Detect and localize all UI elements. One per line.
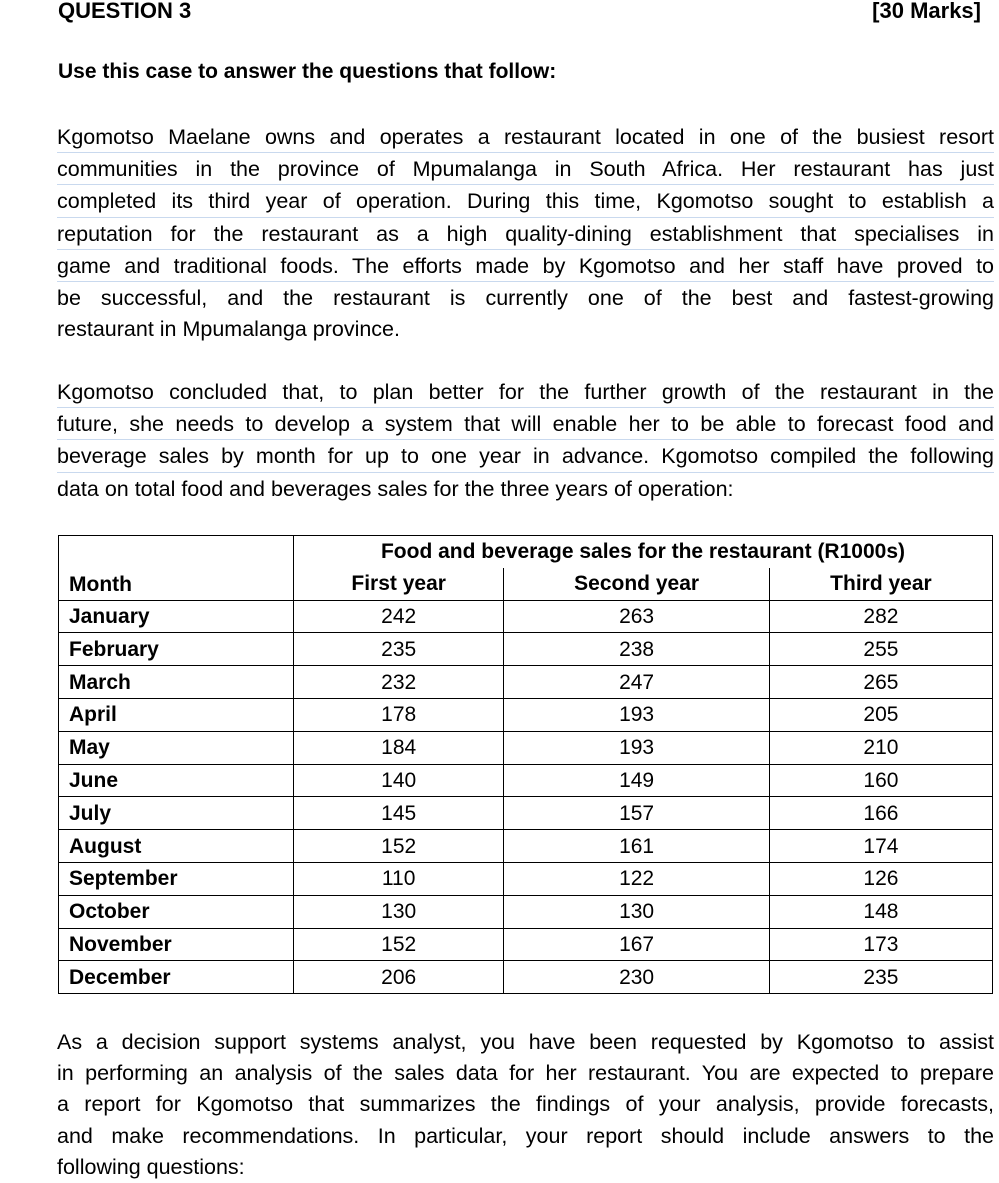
value-cell: 263 <box>504 600 770 633</box>
paragraph-line: data on total food and beverages sales for the three years of operation: <box>57 476 734 501</box>
paragraph-line: beverage sales by month for up to one year in advance. Kgomotso compiled the following <box>57 440 994 472</box>
value-cell: 242 <box>294 600 504 633</box>
group-header: Food and beverage sales for the restaurant (R1000s) <box>294 536 993 568</box>
value-cell: 206 <box>294 961 504 994</box>
paragraph-line: following questions: <box>57 1154 245 1179</box>
value-cell: 160 <box>769 764 992 797</box>
paragraph-line: game and traditional foods. The efforts made by Kgomotso and her staff have proved to <box>57 250 994 282</box>
table-row <box>59 895 993 928</box>
month-cell: February <box>59 633 294 666</box>
paragraph-line: be successful, and the restaurant is currently one of the best and fastest-growing <box>57 285 994 310</box>
paragraph-line: a report for Kgomotso that summarizes the findings of your analysis, provide forecasts, <box>57 1092 994 1117</box>
month-cell: January <box>59 600 294 633</box>
value-cell: 205 <box>769 698 992 731</box>
table-row <box>59 961 993 994</box>
paragraph-line: in performing an analysis of the sales data for her restaurant. You are expected to prepare <box>57 1061 994 1086</box>
case-heading: Use this case to answer the questions that follow: <box>58 60 557 83</box>
paragraph-line: communities in the province of Mpumalanga in South Africa. Her restaurant has just <box>57 153 994 185</box>
month-header-blank <box>59 536 294 568</box>
column-header-first-year: First year <box>294 568 504 600</box>
value-cell: 149 <box>504 764 770 797</box>
case-paragraph-1 <box>57 121 994 344</box>
value-cell: 193 <box>504 731 770 764</box>
month-header: Month <box>59 568 294 600</box>
value-cell: 235 <box>294 633 504 666</box>
value-cell: 238 <box>504 633 770 666</box>
value-cell: 167 <box>504 928 770 961</box>
value-cell: 174 <box>769 830 992 863</box>
table-row <box>59 764 993 797</box>
month-cell: October <box>59 895 294 928</box>
value-cell: 130 <box>294 895 504 928</box>
value-cell: 178 <box>294 698 504 731</box>
paragraph-line: restaurant in Mpumalanga province. <box>57 317 400 342</box>
value-cell: 140 <box>294 764 504 797</box>
month-cell: March <box>59 666 294 699</box>
month-cell: May <box>59 731 294 764</box>
paragraph-line: and make recommendations. In particular, your report should include answers to the <box>57 1123 994 1148</box>
value-cell: 148 <box>769 895 992 928</box>
value-cell: 130 <box>504 895 770 928</box>
value-cell: 230 <box>504 961 770 994</box>
paragraph-line: Kgomotso Maelane owns and operates a restaurant located in one of the busiest resort <box>57 121 994 153</box>
value-cell: 157 <box>504 797 770 830</box>
month-cell: November <box>59 928 294 961</box>
month-cell: August <box>59 830 294 863</box>
month-cell: July <box>59 797 294 830</box>
value-cell: 265 <box>769 666 992 699</box>
value-cell: 282 <box>769 600 992 633</box>
month-cell: June <box>59 764 294 797</box>
value-cell: 110 <box>294 862 504 895</box>
table-row <box>59 731 993 764</box>
sales-table <box>58 535 993 994</box>
paragraph-line: Kgomotso concluded that, to plan better for the further growth of the restaurant in the <box>57 376 994 408</box>
value-cell: 122 <box>504 862 770 895</box>
value-cell: 152 <box>294 830 504 863</box>
value-cell: 232 <box>294 666 504 699</box>
case-paragraph-2 <box>57 376 994 504</box>
value-cell: 161 <box>504 830 770 863</box>
value-cell: 235 <box>769 961 992 994</box>
question-marks: [30 Marks] <box>872 0 981 23</box>
value-cell: 210 <box>769 731 992 764</box>
value-cell: 193 <box>504 698 770 731</box>
column-header-second-year: Second year <box>504 568 770 600</box>
column-header-third-year: Third year <box>769 568 992 600</box>
question-title: QUESTION 3 <box>58 0 192 23</box>
value-cell: 184 <box>294 731 504 764</box>
table-row <box>59 797 993 830</box>
month-cell: September <box>59 862 294 895</box>
value-cell: 145 <box>294 797 504 830</box>
case-paragraph-3 <box>57 1026 994 1182</box>
paragraph-line: As a decision support systems analyst, you have been requested by Kgomotso to assist <box>57 1030 994 1054</box>
table-row <box>59 928 993 961</box>
value-cell: 247 <box>504 666 770 699</box>
month-cell: December <box>59 961 294 994</box>
paragraph-line: reputation for the restaurant as a high quality-dining establishment that specialises in <box>57 218 994 250</box>
table-row <box>59 600 993 633</box>
value-cell: 152 <box>294 928 504 961</box>
table-row <box>59 862 993 895</box>
value-cell: 166 <box>769 797 992 830</box>
value-cell: 255 <box>769 633 992 666</box>
table-row <box>59 666 993 699</box>
value-cell: 173 <box>769 928 992 961</box>
value-cell: 126 <box>769 862 992 895</box>
month-cell: April <box>59 698 294 731</box>
paragraph-line: completed its third year of operation. During this time, Kgomotso sought to establish a <box>57 185 994 217</box>
paragraph-line: future, she needs to develop a system that will enable her to be able to forecast food and <box>57 408 994 440</box>
table-row <box>59 830 993 863</box>
table-row <box>59 698 993 731</box>
table-row <box>59 633 993 666</box>
